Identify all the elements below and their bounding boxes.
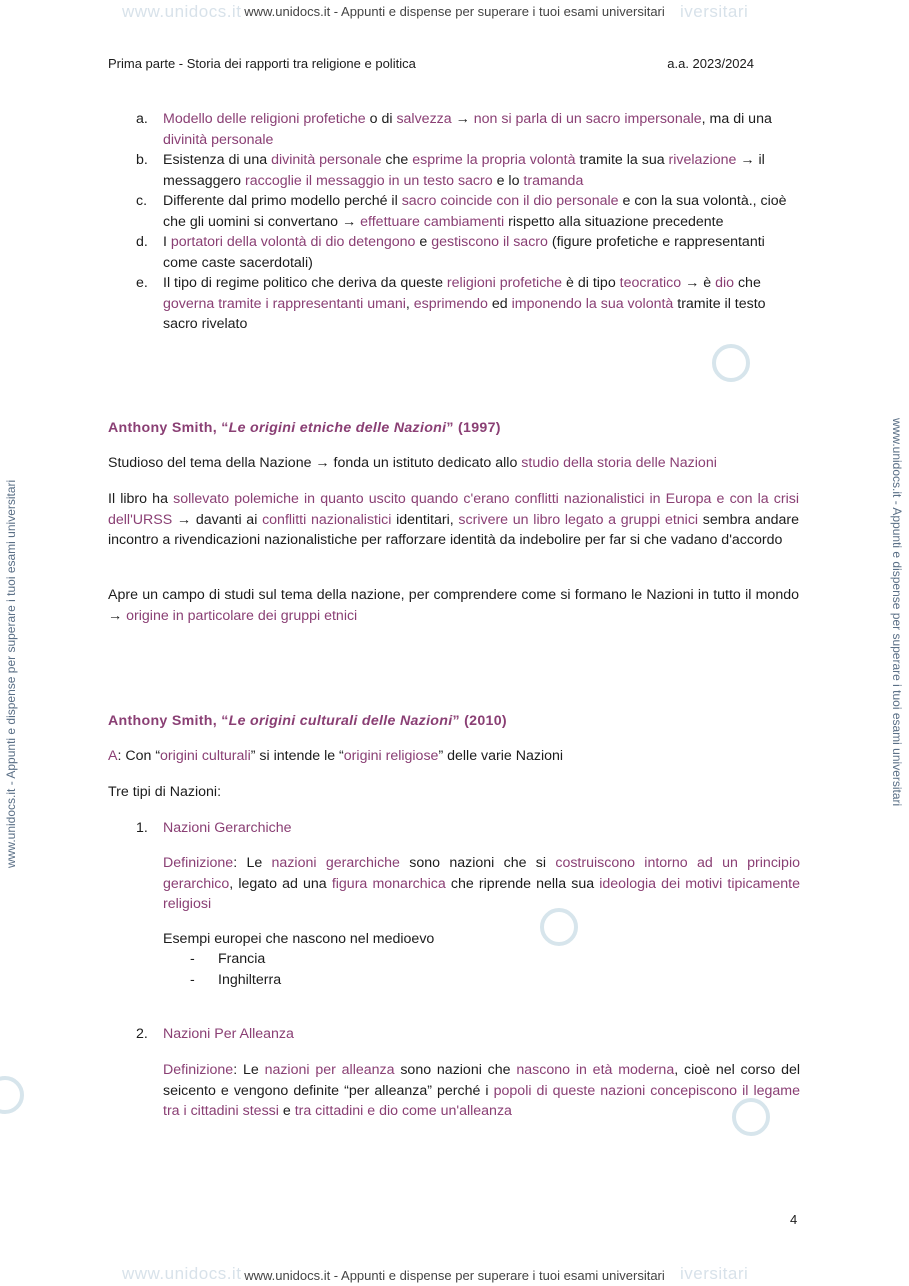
paragraph: Studioso del tema della Nazione → fonda un istituto dedicato allo studio della storia delle Nazioni [108,455,717,471]
item-label: Nazioni Gerarchiche [163,820,292,836]
item-label: Nazioni Per Alleanza [163,1026,294,1042]
watermark-logo-icon [0,1076,24,1114]
item-number: 2. [136,1026,148,1042]
list-item: - Francia [190,951,266,967]
paragraph: Apre un campo di studi sul tema della nazione, per comprendere come si formano le Nazioni in tutto il mondo → origine in particolare dei gruppi etnici [108,587,799,624]
list-item: b. Esistenza di una divinità personale che esprime la propria volontà tramite la sua rivelazione → il messaggero raccoglie il messaggio in un testo sacro e lo tramanda [136,150,800,191]
header-title: Prima parte - Storia dei rapporti tra religione e politica [108,56,416,71]
academic-year: a.a. 2023/2024 [667,56,754,71]
examples-intro: Esempi europei che nascono nel medioevo [163,931,435,947]
paragraph: Tre tipi di Nazioni: [108,784,222,800]
watermark-bottom: www.unidocs.it - Appunti e dispense per superare i tuoi esami universitari [244,1268,665,1283]
page-header [108,56,754,71]
lettered-list [136,109,800,335]
section-title-culturali: Anthony Smith, “Le origini culturali delle Nazioni” (2010) [108,713,507,729]
list-marker: d. [136,234,148,250]
faint-watermark-url-bottom: www.unidocs.it [122,1264,242,1283]
watermark-side-left: www.unidocs.it - Appunti e dispense per superare i tuoi esami universitari [4,479,18,868]
list-item: - Inghilterra [190,972,282,988]
page-number: 4 [790,1212,798,1227]
watermark-side-right: www.unidocs.it - Appunti e dispense per superare i tuoi esami universitari [890,418,904,807]
list-marker: b. [136,152,148,168]
list-item: a. Modello delle religioni profetiche o di salvezza → non si parla di un sacro impersonale, ma di una divinità personale [136,109,800,150]
list-item: c. Differente dal primo modello perché il sacro coincide con il dio personale e con la sua volontà., cioè che gli uomini si convertano → effettuare cambiamenti rispetto alla situazione precedente [136,191,800,232]
examples-list [190,949,281,991]
watermark-logo-icon [712,344,750,382]
list-marker: e. [136,275,148,291]
item-number: 1. [136,820,148,836]
paragraph: Il libro ha sollevato polemiche in quanto uscito quando c'erano conflitti nazionalistici in Europa e con la crisi dell'URSS → davanti ai conflitti nazionalistici identitari, scrivere un libro legato a gruppi etnici sembra andare incontro a rivendicazioni nazionalistiche per rafforzare identità da indebolire per far si che vadano d'accordo [108,491,799,548]
faint-watermark-url: www.unidocs.it [122,2,242,21]
faint-watermark-fragment-bottom: iversitari [680,1264,749,1283]
definition-alleanza: Definizione: Le nazioni per alleanza sono nazioni che nascono in età moderna, cioè nel corso del seicento e vengono definite “per alleanza” perché i popoli di queste nazioni concepiscono il legame tra i cittadini stessi e tra cittadini e dio come un'alleanza [163,1062,801,1119]
list-marker: a. [136,111,148,127]
faint-watermark-fragment: iversitari [680,2,749,21]
paragraph: A: Con “origini culturali” si intende le “origini religiose” delle varie Nazioni [108,748,564,764]
list-item: e. Il tipo di regime politico che deriva da queste religioni profetiche è di tipo teocratico → è dio che governa tramite i rappresentanti umani, esprimendo ed imponendo la sua volontà tramite il testo sacro rivelato [136,273,800,335]
list-marker: c. [136,193,148,209]
definition-gerarchiche: Definizione: Le nazioni gerarchiche sono nazioni che si costruiscono intorno ad un principio gerarchico, legato ad una figura monarchica che riprende nella sua ideologia dei motivi tipicamente religiosi [163,855,800,912]
watermark-top: www.unidocs.it - Appunti e dispense per superare i tuoi esami universitari [244,4,665,19]
section-title-etniche: Anthony Smith, “Le origini etniche delle Nazioni” (1997) [108,420,501,436]
list-item: d. I portatori della volontà di dio detengono e gestiscono il sacro (figure profetiche e rappresentanti come caste sacerdotali) [136,232,800,273]
